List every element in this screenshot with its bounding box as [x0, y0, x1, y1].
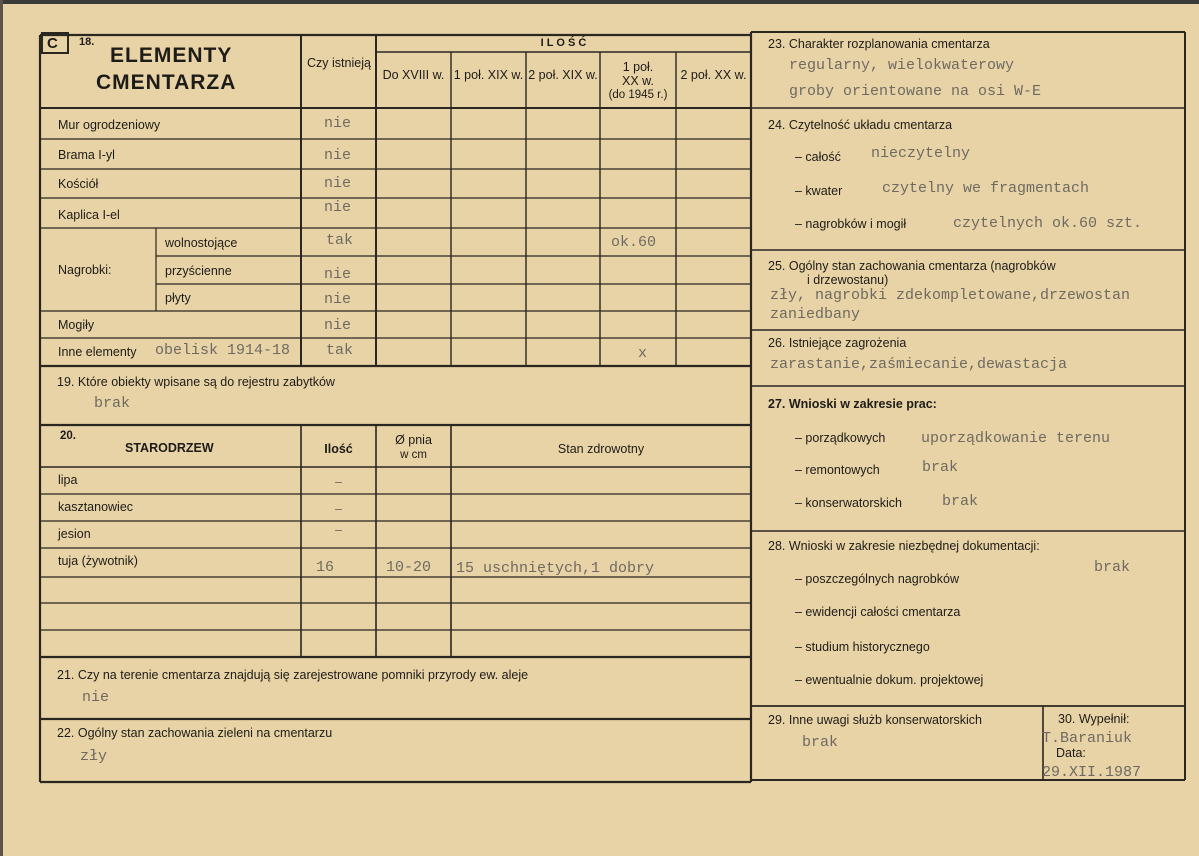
row-exists-inne: tak — [326, 342, 354, 359]
col-1pol-xx-header-b: XX w. — [622, 74, 654, 88]
row-exists-przyscienne: nie — [324, 266, 352, 283]
q30-name: T.Baraniuk — [1042, 730, 1133, 747]
q26-label: 26. Istniejące zagrożenia — [768, 336, 907, 350]
row-exists-mogily: nie — [324, 317, 352, 334]
tree-count-kasztanowiec: – — [335, 502, 342, 516]
row-label-kaplica: Kaplica I-el — [58, 208, 120, 222]
q25-value-1: zły, nagrobki zdekompletowane,drzewostan — [770, 287, 1131, 304]
col-1pol-xx-header-c: (do 1945 r.) — [608, 89, 668, 101]
q19-value: brak — [94, 395, 131, 412]
q25-label-1: 25. Ogólny stan zachowania cmentarza (nagrobków — [768, 259, 1056, 273]
q24-label: 24. Czytelność układu cmentarza — [768, 118, 953, 132]
section-letter: C — [47, 35, 58, 52]
elements-title-line1: ELEMENTY — [110, 44, 233, 67]
q22-label: 22. Ogólny stan zachowania zieleni na cmentarzu — [57, 726, 333, 740]
q28-item-ewidencji: – ewidencji całości cmentarza — [795, 605, 961, 619]
col-diam-header-a: Ø pnia — [395, 433, 432, 447]
col-2pol-xx-header: 2 poł. XX w. — [680, 68, 747, 82]
section-20-number: 20. — [60, 430, 76, 442]
row-label-kosciol: Kościół — [58, 177, 99, 191]
q24-nagrobkow-value: czytelnych ok.60 szt. — [953, 215, 1143, 232]
row-label-mogily: Mogiły — [58, 318, 95, 332]
tree-diam-tuja: 10-20 — [386, 559, 432, 576]
q23-value-2: groby orientowane na osi W-E — [789, 83, 1042, 100]
q24-calosc-label: – całość — [795, 150, 841, 164]
elements-title-line2: CMENTARZA — [96, 71, 237, 94]
q27-porz-label: – porządkowych — [795, 431, 886, 445]
q26-value: zarastanie,zaśmiecanie,dewastacja — [770, 356, 1068, 373]
row-label-inne: Inne elementy — [58, 345, 137, 359]
tree-count-lipa: – — [335, 475, 342, 489]
q27-porz-value: uporządkowanie terenu — [921, 430, 1111, 447]
row-label-mur: Mur ogrodzeniowy — [58, 118, 161, 132]
tree-count-jesion: – — [335, 523, 342, 537]
starodrzew-title: STARODRZEW — [125, 441, 214, 455]
q27-kons-label: – konserwatorskich — [795, 496, 902, 510]
row-extra-inne: obelisk 1914-18 — [155, 342, 291, 359]
q30-date-value: 29.XII.1987 — [1042, 764, 1142, 781]
tree-name-jesion: jesion — [58, 527, 91, 541]
row-exists-mur: nie — [324, 115, 352, 132]
col-diam-header-b: w cm — [400, 449, 427, 461]
q24-calosc-value: nieczytelny — [871, 145, 971, 162]
q29-label: 29. Inne uwagi służb konserwatorskich — [768, 713, 983, 727]
row-label-plyty: płyty — [165, 291, 191, 305]
col-1pol-xx-header-a: 1 poł. — [622, 60, 654, 74]
q27-rem-value: brak — [922, 459, 959, 476]
q22-value: zły — [80, 748, 108, 765]
row-exists-brama: nie — [324, 147, 352, 164]
nagrobki-label: Nagrobki: — [58, 263, 112, 277]
col-do-xviii-header: Do XVIII w. — [382, 68, 445, 82]
q25-value-2: zaniedbany — [770, 306, 861, 323]
q24-kwater-label: – kwater — [795, 184, 843, 198]
q23-label: 23. Charakter rozplanowania cmentarza — [768, 37, 990, 51]
tree-health-tuja: 15 uschniętych,1 dobry — [456, 560, 655, 577]
q30-label: 30. Wypełnił: — [1058, 712, 1130, 726]
col-1pol-xix-header: 1 poł. XIX w. — [453, 68, 524, 82]
q28-item-studium: – studium historycznego — [795, 640, 930, 654]
tree-name-tuja: tuja (żywotnik) — [58, 554, 138, 568]
row-xx1-inne: x — [638, 345, 648, 362]
tree-name-kasztanowiec: kasztanowiec — [58, 500, 134, 514]
row-exists-plyty: nie — [324, 291, 352, 308]
q28-label: 28. Wnioski w zakresie niezbędnej dokumentacji: — [768, 539, 1040, 553]
q27-label: 27. Wnioski w zakresie prac: — [768, 397, 937, 411]
row-label-wolnostojace: wolnostojące — [165, 236, 238, 250]
tree-name-lipa: lipa — [58, 473, 78, 487]
q30-date-label: Data: — [1056, 746, 1086, 760]
q23-value-1: regularny, wielokwaterowy — [789, 57, 1015, 74]
q29-value: brak — [802, 734, 839, 751]
row-exists-kosciol: nie — [324, 175, 352, 192]
tree-count-tuja: 16 — [316, 559, 335, 576]
section-18-number: 18. — [79, 36, 95, 48]
q21-label: 21. Czy na terenie cmentarza znajdują się zarejestrowane pomniki przyrody ew. aleje — [57, 668, 529, 682]
q28-item-projektowej: – ewentualnie dokum. projektowej — [795, 673, 984, 687]
row-label-przyscienne: przyścienne — [165, 264, 232, 278]
row-xx1-wolnostojace: ok.60 — [611, 234, 657, 251]
q28-item-nagrobkow: – poszczególnych nagrobków — [795, 572, 959, 586]
q21-value: nie — [82, 689, 110, 706]
ilosc-header: I L O Ś Ć — [540, 37, 587, 49]
row-label-brama: Brama I-yl — [58, 148, 115, 162]
row-exists-wolnostojace: tak — [326, 232, 354, 249]
row-exists-kaplica: nie — [324, 199, 352, 216]
col-count-header: Ilość — [324, 442, 353, 456]
col-exists-header: Czy istnieją — [307, 56, 371, 70]
q27-rem-label: – remontowych — [795, 463, 880, 477]
col-2pol-xix-header: 2 poł. XIX w. — [528, 68, 598, 82]
q24-kwater-value: czytelny we fragmentach — [882, 180, 1090, 197]
col-health-header: Stan zdrowotny — [557, 442, 645, 456]
q25-label-2: i drzewostanu) — [807, 273, 889, 287]
q27-kons-value: brak — [942, 493, 979, 510]
q19-label: 19. Które obiekty wpisane są do rejestru zabytków — [57, 375, 335, 389]
q24-nagrobkow-label: – nagrobków i mogił — [795, 217, 907, 231]
q28-value: brak — [1094, 559, 1131, 576]
